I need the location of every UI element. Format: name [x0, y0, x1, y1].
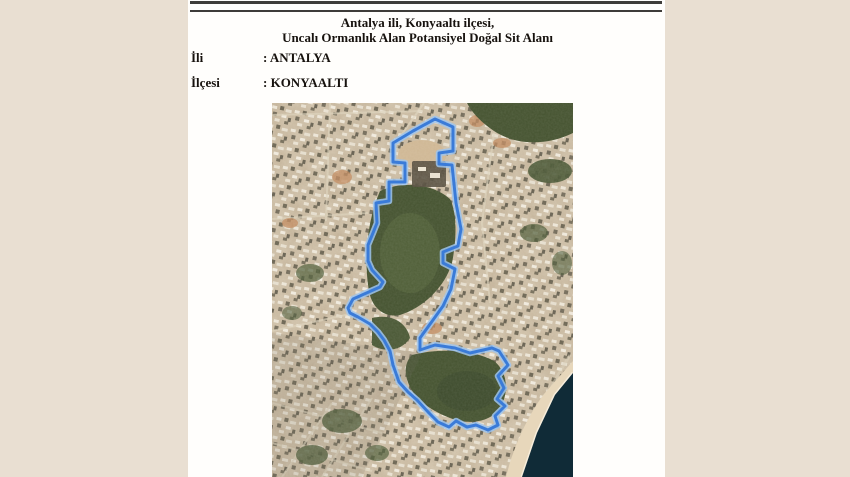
document-title-line1: Antalya ili, Konyaaltı ilçesi, [340, 15, 495, 30]
top-rule-thin [190, 10, 662, 12]
field-label-ili: İli [191, 50, 204, 65]
satellite-map [272, 103, 573, 477]
document-page [188, 0, 665, 477]
document-title [188, 15, 647, 45]
top-rule-thick [190, 1, 662, 4]
document-title-line2: Uncalı Ormanlık Alan Potansiyel Doğal Sit Alanı [282, 30, 553, 46]
field-label-ilcesi: İlçesi [191, 75, 220, 90]
satellite-map-figure [272, 103, 573, 477]
field-value-ili: : ANTALYA [263, 50, 331, 65]
field-value-ilcesi: : KONYAALTI [263, 75, 349, 90]
